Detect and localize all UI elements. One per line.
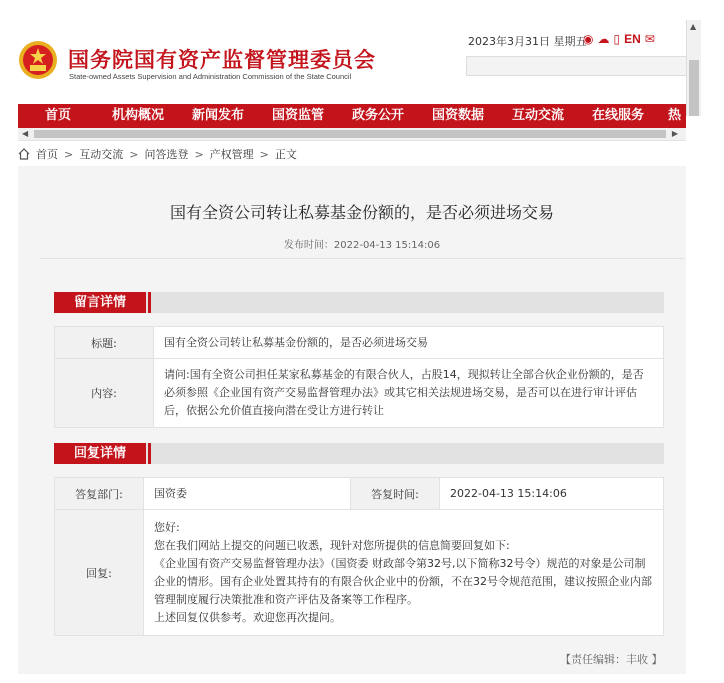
responsible-editor: 【责任编辑：丰收 】: [560, 653, 663, 666]
search-input[interactable]: [466, 56, 688, 76]
reply-dept-value: 国资委: [144, 478, 351, 510]
nav-item-online-service[interactable]: 在线服务: [591, 108, 644, 123]
breadcrumb-separator: >: [129, 147, 139, 161]
message-content-label: 内容:: [55, 359, 154, 428]
site-title[interactable]: 国务院国有资产监督管理委员会: [68, 48, 376, 72]
article-publish-time: 发布时间：2022-04-13 15:14:06: [283, 240, 441, 251]
mobile-icon[interactable]: ▯: [613, 32, 621, 46]
reply-section-label: 回复详情: [54, 443, 146, 464]
article-title: 国有全资公司转让私募基金份额的，是否必须进场交易: [169, 203, 554, 222]
breadcrumb-separator: >: [64, 147, 74, 161]
title-divider: [40, 258, 684, 259]
nav-item-news[interactable]: 新闻发布: [191, 108, 244, 123]
reply-time-value: 2022-04-13 15:14:06: [440, 478, 664, 510]
nav-item-data[interactable]: 国资数据: [431, 108, 484, 123]
reply-table: [54, 477, 664, 636]
message-table: [54, 326, 664, 428]
section-accent: [148, 443, 151, 464]
breadcrumb-home[interactable]: 首页: [36, 148, 58, 161]
nav-item-home[interactable]: 首页: [44, 108, 71, 123]
nav-item-about[interactable]: 机构概况: [111, 108, 164, 123]
reply-line: 《企业国有资产交易监督管理办法》（国资委 财政部令第32号,以下简称32号令）规范的对象是公司制企业的情形。国有企业处置其持有的有限合伙企业中的份额，不在32号令规范范围，建议按照企业内部管理制度履行决策批准和资产评估及备案等工作程序。: [154, 556, 652, 606]
nav-item-public-affairs[interactable]: 政务公开: [351, 108, 404, 123]
horizontal-scrollbar[interactable]: [18, 128, 686, 141]
wechat-icon[interactable]: ☁: [597, 32, 610, 46]
message-section-label: 留言详情: [54, 292, 146, 313]
vertical-scrollbar[interactable]: [686, 20, 701, 116]
reply-time-label: 答复时间:: [351, 478, 440, 510]
english-link[interactable]: EN: [624, 32, 641, 46]
breadcrumb-separator: >: [194, 147, 204, 161]
reply-line: 上述回复仅供参考。欢迎您再次提问。: [154, 610, 341, 624]
message-title-value: 国有全资公司转让私募基金份额的，是否必须进场交易: [154, 327, 664, 359]
national-emblem-icon: [18, 40, 58, 80]
message-title-label: 标题:: [55, 327, 154, 359]
breadcrumb-current: 正文: [274, 148, 297, 161]
main-nav: [18, 104, 686, 128]
breadcrumb-separator: >: [259, 147, 269, 161]
reply-meta-row: [55, 478, 664, 510]
nav-item-hot[interactable]: 热: [668, 108, 682, 123]
hscroll-thumb[interactable]: [34, 130, 666, 138]
weibo-icon[interactable]: ◉: [583, 32, 594, 46]
breadcrumb: [18, 146, 297, 162]
reply-content-row: [55, 510, 664, 636]
reply-label: 回复:: [55, 510, 144, 636]
scroll-left-icon[interactable]: ◀: [22, 129, 29, 138]
mail-icon[interactable]: ✉: [644, 32, 655, 46]
breadcrumb-qa[interactable]: 问答选登: [144, 148, 189, 161]
current-date: 2023年3月31日 星期五: [468, 35, 587, 48]
scroll-up-icon[interactable]: ▲: [690, 22, 697, 31]
scrollbar-thumb[interactable]: [689, 60, 699, 116]
message-section-header: [54, 292, 664, 313]
message-content-value: 请问:国有全资公司担任某家私募基金的有限合伙人，占股14，现拟转让全部合伙企业份额的，是否必须参照《企业国有资产交易监督管理办法》或其它相关法规进场交易，是否可以在进行审计评估后，依据公允价值直接向潜在受让方进行转让: [154, 359, 664, 428]
nav-item-interaction[interactable]: 互动交流: [511, 108, 564, 123]
section-accent: [148, 292, 151, 313]
scroll-right-icon[interactable]: ▶: [671, 129, 678, 138]
reply-line: 您好:: [154, 520, 180, 534]
reply-line: 您在我们网站上提交的问题已收悉，现针对您所提供的信息简要回复如下:: [154, 538, 510, 552]
home-icon: [18, 148, 30, 160]
message-content-row: [55, 359, 664, 428]
breadcrumb-property[interactable]: 产权管理: [209, 148, 254, 161]
site-subtitle: State-owned Assets Supervision and Administration Commission of the State Council: [69, 72, 352, 81]
site-header: [0, 0, 724, 100]
reply-dept-label: 答复部门:: [55, 478, 144, 510]
top-link-icons: [583, 31, 655, 47]
breadcrumb-interaction[interactable]: 互动交流: [79, 148, 124, 161]
nav-item-supervision[interactable]: 国资监管: [271, 108, 324, 123]
reply-content: [144, 510, 664, 636]
message-title-row: [55, 327, 664, 359]
reply-section-header: [54, 443, 664, 464]
